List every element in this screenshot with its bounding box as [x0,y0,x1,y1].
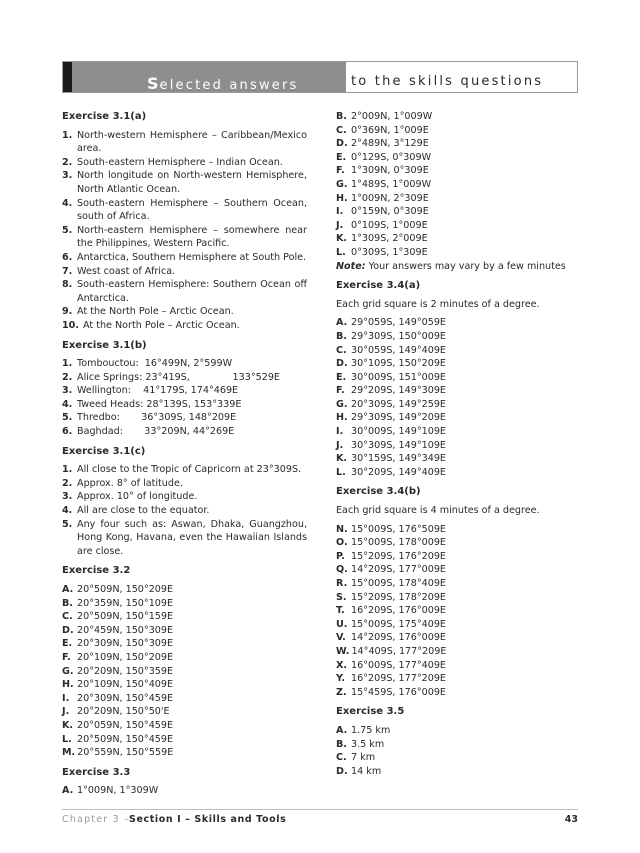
answer-text: 2°009N, 1°009W [351,111,433,122]
answer-text: 0°369N, 1°009E [351,124,429,136]
answer-item [336,137,578,151]
answer-text: North-western Hemisphere – Caribbean/Mexico area. [77,129,311,155]
answer-item [62,251,307,265]
answer-item [336,164,578,178]
answer-item [62,504,307,518]
answer-list [62,583,307,760]
answer-list [336,316,578,479]
answer-label: K. [336,233,348,245]
answer-label: C. [336,344,347,356]
footer-chapter: Chapter 3 – [62,814,131,825]
answer-item [62,129,311,156]
answer-text: 30°009S, 149°109E [351,426,446,438]
answer-text: 7 km [351,752,376,764]
answer-label: Y. [336,673,346,685]
answer-item [62,169,311,196]
answer-text: 20°559N, 150°559E [77,747,174,759]
answer-item [336,765,578,779]
answer-item [336,645,578,659]
answer-text: All are close to the equator. [77,505,210,517]
answer-item [336,604,578,618]
answer-item [62,665,307,679]
answer-item [336,563,578,577]
answer-text: Baghdad: 33°209N, 44°269E [77,426,235,438]
answer-item [336,523,578,537]
answer-text: Any four such as: Aswan, Dhaka, Guangzhou, Hong Kong, Havana, even the Hawaiian Islands are close. [77,518,311,557]
answer-label: S. [336,591,347,603]
answer-text: At the North Pole – Arctic Ocean. [83,319,240,331]
answer-list [62,129,311,333]
note-text: Your answers may vary by a few minutes [365,260,566,272]
answer-text: Tweed Heads: 28°139S, 153°339E [77,398,242,410]
answer-item [336,618,578,632]
answer-text: 1.75 km [351,724,391,736]
answer-item [336,151,578,165]
answer-label: X. [336,659,348,671]
answer-label: D. [336,138,348,150]
answer-text: 15°209S, 178°209E [351,591,446,603]
answer-label: 5. [62,518,73,530]
answer-item [336,672,578,686]
answer-label: H. [336,192,348,204]
answer-item [336,550,578,564]
exercise-3-3 [62,766,307,798]
answer-label: J. [336,219,344,231]
answer-label: 3. [62,491,73,503]
answer-label: 7. [62,265,73,277]
answer-list [336,523,578,700]
answer-label: 6. [62,251,73,263]
answer-text: 20°509N, 150°159E [77,611,174,623]
answer-text: 20°509N, 150°209E [77,584,174,595]
answer-label: V. [336,632,346,644]
exercise-heading: Exercise 3.1(b) [62,339,147,351]
chapter-banner [62,61,578,93]
answer-text: 0°129S, 0°309W [351,151,432,163]
answer-text: 29°309S, 150°009E [351,330,446,342]
answer-text: 1°309N, 0°309E [351,165,429,177]
answer-text: 1°309S, 2°009E [351,233,428,245]
answer-label: 2. [62,156,73,168]
answer-item [336,205,578,219]
answer-label: A. [336,317,348,329]
answer-label: A. [62,785,74,797]
answer-text: 20°509N, 150°459E [77,733,174,745]
banner-title-rest: to the skills questions [351,74,544,89]
exercise-3-5 [336,705,578,778]
answer-label: 6. [62,426,73,438]
answer-item [62,746,307,760]
answer-label: B. [336,111,347,122]
answer-text: North-eastern Hemisphere – somewhere near the Philippines, Western Pacific. [77,224,311,250]
answer-text: 20°459N, 150°309E [77,624,174,636]
answer-label: F. [336,165,345,177]
answer-label: G. [336,398,348,410]
answer-item [62,583,307,597]
answer-label: 1. [62,358,73,370]
answer-label: K. [62,719,74,731]
answer-text: 29°059S, 149°059E [351,317,446,329]
answer-label: N. [336,523,348,535]
answer-text: 20°209N, 150°359E [77,665,174,677]
answer-text: 1°489S, 1°009W [351,178,432,190]
answer-text: 30°159S, 149°349E [351,453,446,465]
answer-item [336,591,578,605]
right-column [336,110,578,784]
answer-item [62,265,307,279]
answer-text: Thredbo: 36°309S, 148°209E [77,412,237,424]
answer-text: Antarctica, Southern Hemisphere at South Pole. [77,251,307,263]
exercise-intro: Each grid square is 4 minutes of a degree. [336,505,540,517]
answer-label: 5. [62,224,73,236]
answer-label: D. [336,358,348,370]
answer-item [336,724,578,738]
footer-section: Section I – Skills and Tools [129,814,287,825]
answer-text: At the North Pole – Arctic Ocean. [77,306,234,318]
footer-rule [62,809,578,810]
answer-label: E. [336,371,347,383]
answer-item [62,784,307,798]
answer-item [62,624,307,638]
answer-label: C. [62,611,73,623]
answer-text: 20°309S, 149°259E [351,398,446,410]
answer-item [62,597,307,611]
answer-label: L. [62,733,72,745]
exercise-3-4a [336,279,578,479]
answer-label: F. [62,651,71,663]
answer-label: G. [336,178,348,190]
answer-text: 20°359N, 150°109E [77,597,174,609]
answer-label: 4. [62,197,73,209]
answer-label: L. [336,466,346,478]
banner-title-initial: S [147,74,160,93]
answer-text: 15°459S, 176°009E [351,686,446,698]
answer-text: 20°309N, 150°309E [77,638,174,650]
answer-label: D. [336,765,348,777]
answer-text: 30°109S, 150°209E [351,358,446,370]
answer-item [62,411,307,425]
answer-label: E. [336,151,347,163]
answer-label: G. [62,665,74,677]
answer-text: West coast of Africa. [77,265,176,277]
answer-label: 3. [62,170,73,182]
answer-label: 5. [62,412,73,424]
answer-item [336,219,578,233]
answer-text: 14°409S, 177°209E [351,645,447,657]
answer-text: 30°059S, 149°409E [351,344,446,356]
answer-item [62,398,307,412]
answer-label: H. [336,412,348,424]
answer-label: M. [62,747,76,759]
answer-label: F. [336,385,345,397]
exercise-heading: Exercise 3.1(c) [62,445,146,457]
answer-item [336,686,578,700]
answer-label: 4. [62,398,73,410]
answer-item [62,224,311,251]
answer-item [62,425,307,439]
answer-label: A. [336,724,348,736]
answer-label: 2. [62,371,73,383]
exercise-heading: Exercise 3.4(b) [336,486,421,498]
answer-item [62,637,307,651]
answer-label: I. [336,206,344,218]
answer-item [62,384,307,398]
left-column [62,110,311,804]
answer-list [62,784,307,798]
answer-item [62,733,307,747]
answer-text: 29°309S, 149°209E [351,412,446,424]
answer-item [62,197,311,224]
answer-item [62,305,307,319]
answer-item [336,738,578,752]
answer-label: J. [62,706,70,718]
answer-text: 14°209S, 177°009E [351,564,446,576]
answer-item [62,477,307,491]
answer-text: All close to the Tropic of Capricorn at 23°309S. [77,464,302,476]
exercise-heading: Exercise 3.3 [62,766,131,778]
answer-label: Z. [336,686,347,698]
answer-label: B. [336,738,347,750]
answer-label: C. [336,752,347,764]
answer-text: 15°209S, 176°209E [351,550,446,562]
answer-label: 2. [62,477,73,489]
answer-label: P. [336,550,345,562]
answer-label: E. [62,638,73,650]
answer-label: B. [62,597,73,609]
answer-item [62,692,307,706]
answer-text: 14 km [351,765,382,777]
exercise-3-2 [62,564,307,759]
answer-text: 0°109S, 1°009E [351,219,428,231]
answer-item [336,357,578,371]
answer-list [336,110,578,260]
answer-item [336,659,578,673]
exercise-3-1c [62,445,311,559]
answer-item [62,518,311,559]
answer-text: South-eastern Hemisphere – Indian Ocean. [77,156,283,168]
answer-label: R. [336,578,348,589]
answer-text: 20°309N, 150°459E [77,692,174,704]
answer-item [336,371,578,385]
note-label: Note: [336,260,366,272]
answer-text: 15°009S, 175°409E [351,618,446,630]
answer-item [336,411,578,425]
answer-text: Wellington: 41°179S, 174°469E [77,385,239,397]
answer-item [336,751,578,765]
answer-item [336,344,578,358]
answer-text: South-eastern Hemisphere – Southern Ocean, south of Africa. [77,197,311,223]
answer-text: 0°159N, 0°309E [351,206,429,218]
answer-label: U. [336,618,348,630]
answer-text: 16°209S, 177°209E [351,673,446,685]
answer-list [62,357,307,439]
answer-text: 0°309S, 1°309E [351,246,428,258]
answer-label: T. [336,605,345,617]
answer-item [336,452,578,466]
answer-text: 2°489N, 3°129E [351,138,429,150]
answer-label: L. [336,246,346,258]
note [336,260,578,274]
answer-item [336,330,578,344]
answer-item [62,705,307,719]
answer-label: 8. [62,279,73,291]
answer-item [62,651,307,665]
answer-label: B. [336,330,347,342]
answer-text: 20°209N, 150°50'E [77,706,170,718]
answer-text: Alice Springs: 23°419S, 133°529E [77,371,280,383]
answer-label: Q. [336,564,348,576]
answer-item [336,631,578,645]
answer-item [336,246,578,260]
answer-label: 9. [62,306,73,318]
answer-text: 1°009N, 1°309W [77,785,159,797]
answer-text: 15°009S, 178°009E [351,537,446,549]
answer-text: 15°009S, 176°509E [351,523,446,535]
exercise-intro: Each grid square is 2 minutes of a degree. [336,298,540,310]
answer-label: 1. [62,129,73,141]
page-number: 43 [564,814,578,825]
answer-item [336,110,578,124]
answer-text: 30°309S, 149°109E [351,439,446,451]
answer-text: 30°009S, 151°009E [351,371,446,383]
answer-label: C. [336,124,347,136]
answer-item [336,124,578,138]
answer-item [336,232,578,246]
answer-item [62,156,307,170]
answer-item [336,398,578,412]
answer-item [336,466,578,480]
exercise-3-1b [62,339,307,439]
answer-text: North longitude on North-western Hemisphere, North Atlantic Ocean. [77,170,311,195]
exercise-heading: Exercise 3.2 [62,565,131,577]
exercise-3-3-continued [336,110,578,273]
banner-title-highlight-text: elected answers [159,78,299,93]
answer-label: 3. [62,385,73,397]
banner-dark-bar [63,62,72,92]
exercise-3-4b [336,485,578,699]
answer-item [336,536,578,550]
answer-label: A. [62,584,74,595]
answer-text: South-eastern Hemisphere: Southern Ocean off Antarctica. [77,279,311,304]
answer-label: H. [62,679,74,691]
answer-item [62,371,307,385]
answer-text: 20°059N, 150°459E [77,719,174,731]
answer-label: 10. [62,319,79,331]
answer-text: Tombouctou: 16°499N, 2°599W [77,358,233,370]
answer-label: 4. [62,505,73,517]
answer-list [336,724,578,778]
answer-item [62,463,307,477]
answer-item [62,357,307,371]
answer-label: I. [62,692,70,704]
answer-label: 1. [62,464,73,476]
exercise-heading: Exercise 3.4(a) [336,280,421,292]
answer-text: 16°009S, 177°409E [351,659,446,671]
answer-label: W. [336,645,350,657]
exercise-heading: Exercise 3.1(a) [62,111,147,122]
exercise-3-1a [62,110,311,333]
answer-list [62,463,311,558]
answer-item [336,316,578,330]
answer-text: 1°009N, 2°309E [351,192,429,204]
answer-item [336,192,578,206]
exercise-heading: Exercise 3.5 [336,706,405,718]
answer-text: 20°109N, 150°409E [77,679,174,691]
answer-label: K. [336,453,348,465]
answer-label: D. [62,624,74,636]
answer-item [336,425,578,439]
banner-title-highlight [147,74,299,93]
answer-text: 3.5 km [351,738,385,750]
answer-item [62,319,307,333]
answer-text: Approx. 8° of latitude. [77,477,183,489]
answer-label: O. [336,537,348,549]
answer-item [62,610,307,624]
answer-item [336,577,578,591]
answer-item [62,719,307,733]
answer-item [336,384,578,398]
answer-item [336,178,578,192]
answer-label: J. [336,439,344,451]
answer-item [62,678,307,692]
answer-text: Approx. 10° of longitude. [77,491,198,503]
answer-label: I. [336,426,344,438]
answer-item [336,439,578,453]
answer-text: 20°109N, 150°209E [77,651,174,663]
answer-text: 15°009S, 178°409E [351,578,446,589]
answer-item [62,490,307,504]
answer-text: 29°209S, 149°309E [351,385,446,397]
answer-text: 16°209S, 176°009E [351,605,446,617]
answer-text: 14°209S, 176°009E [351,632,446,644]
answer-text: 30°209S, 149°409E [351,466,446,478]
answer-item [62,278,311,305]
